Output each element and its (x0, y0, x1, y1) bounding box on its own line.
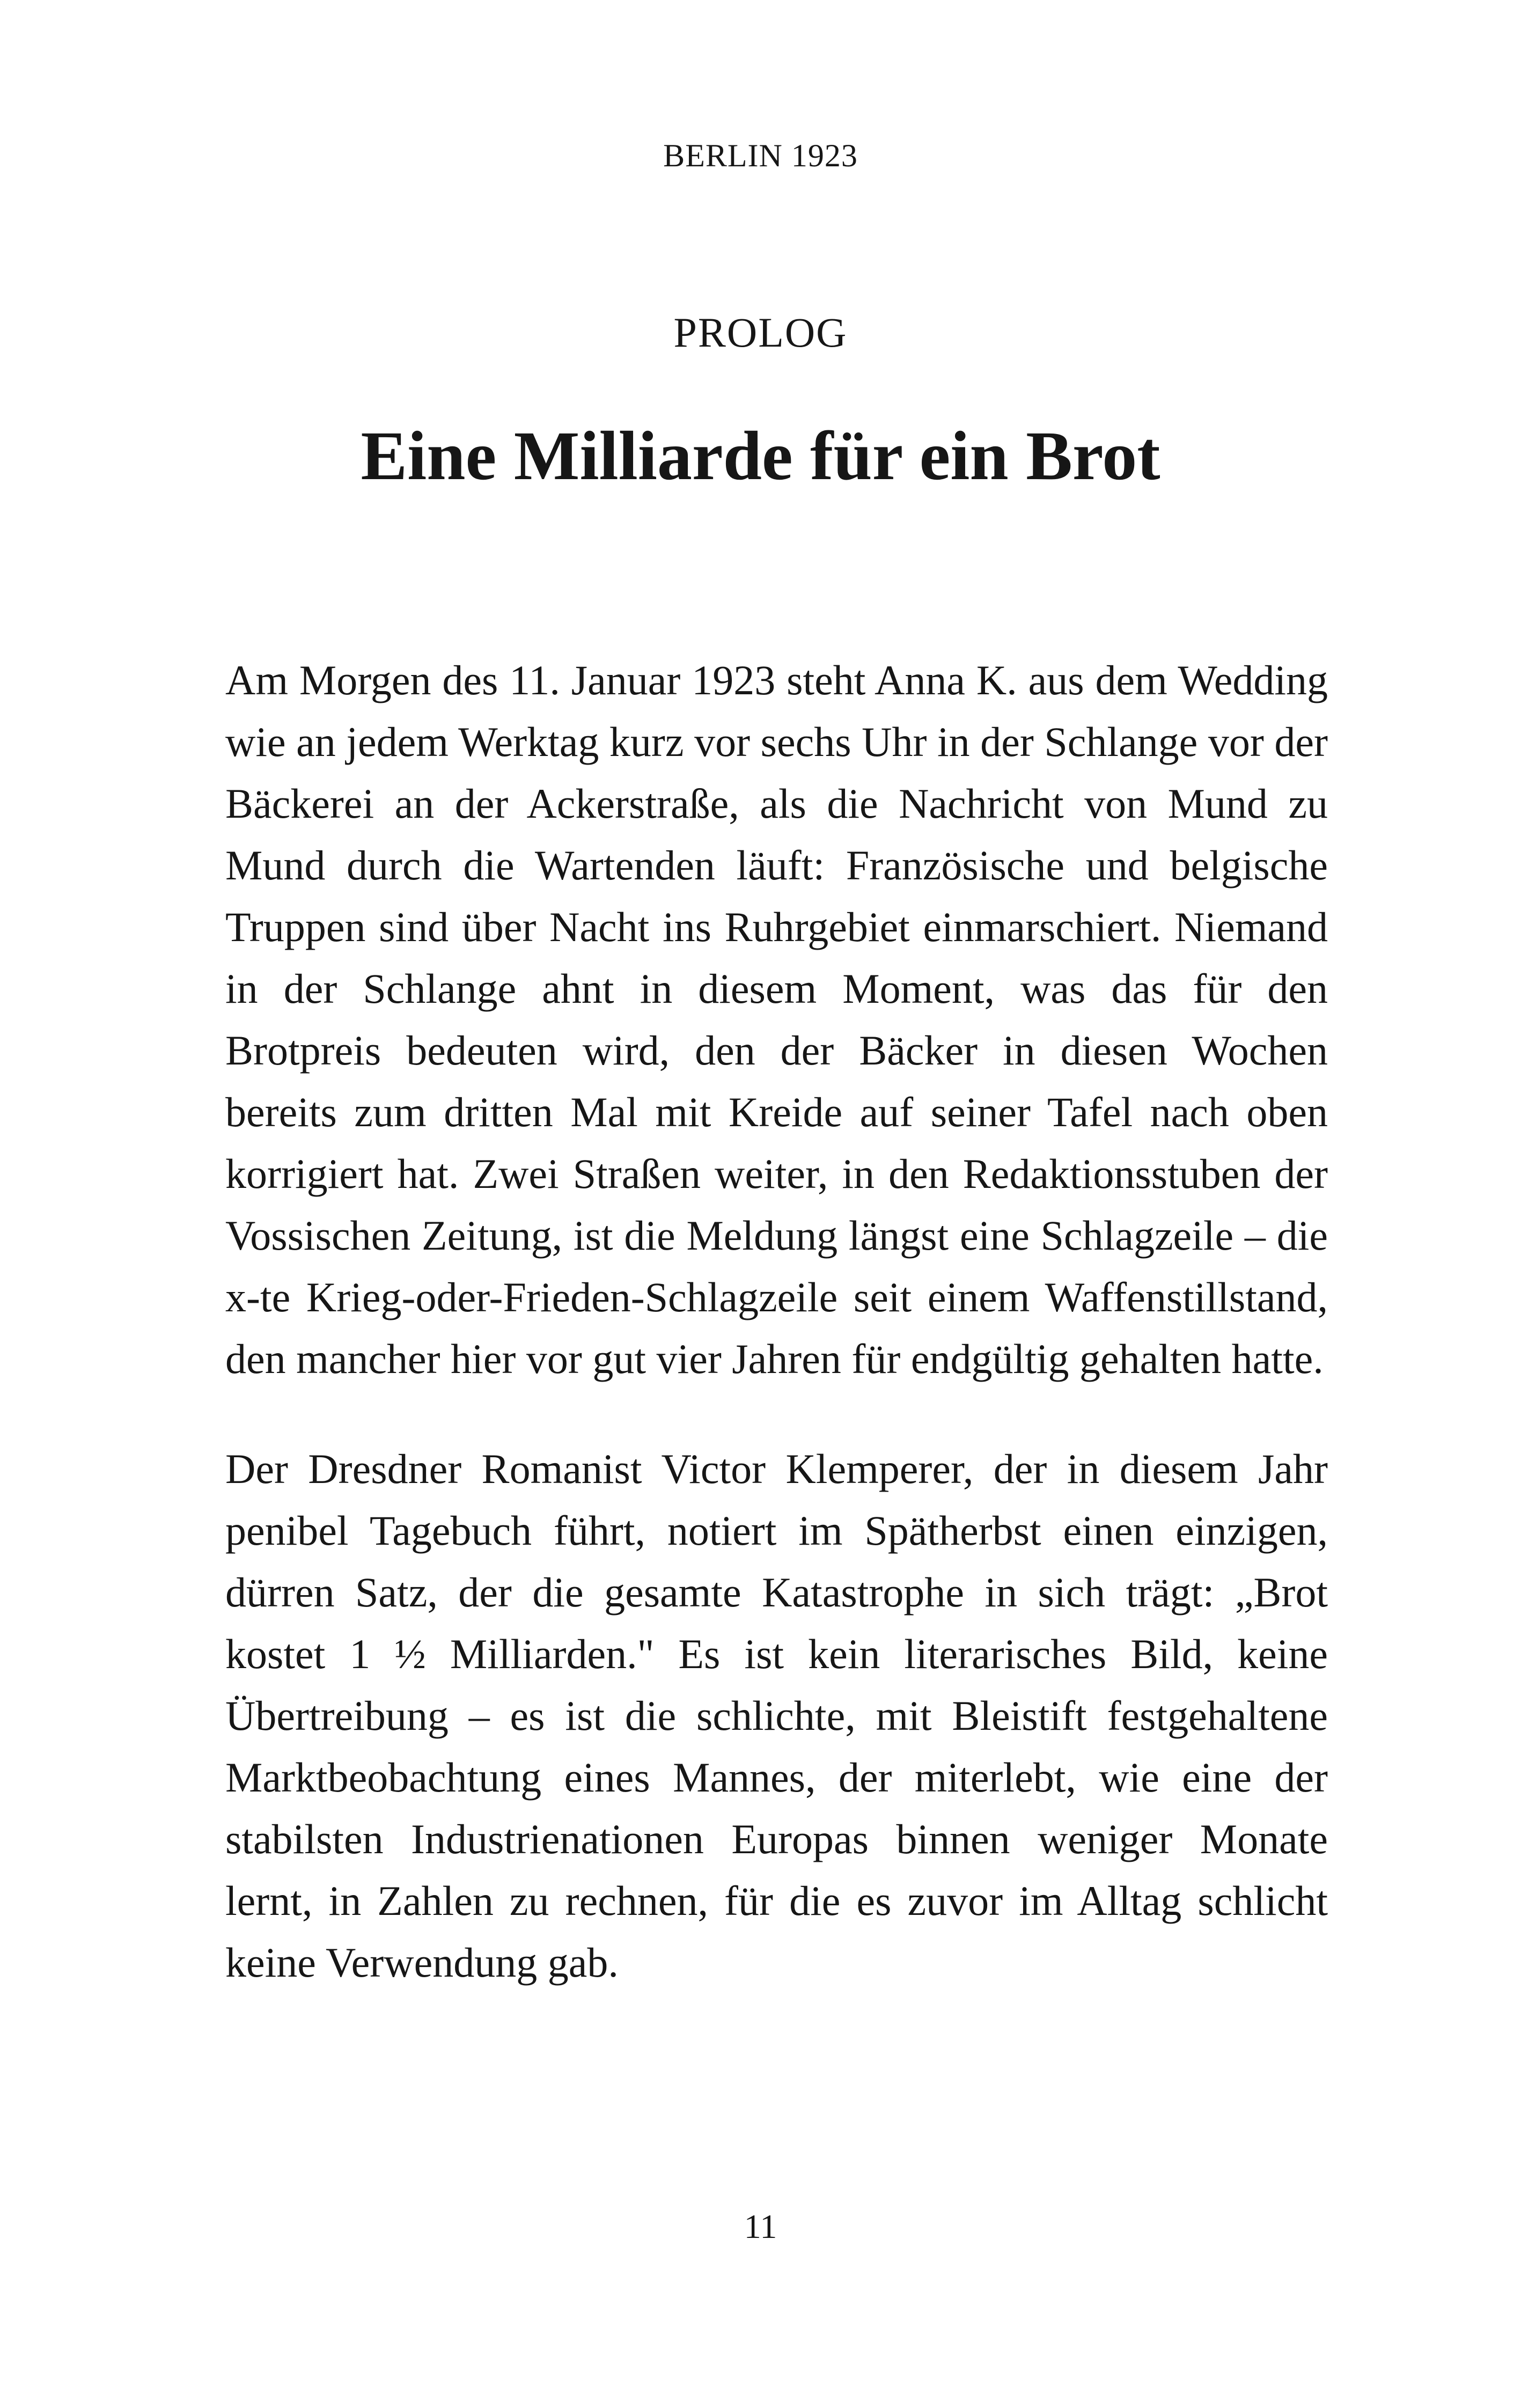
chapter-label: PROLOG (673, 309, 848, 356)
chapter-title: Eine Milliarde für ein Brot (361, 417, 1160, 495)
paragraph-1: Am Morgen des 11. Januar 1923 steht Anna K. aus dem Wedding wie an jedem Werktag kurz vor sechs Uhr in der Schlange vor der Bäckerei an der Ackerstraße, als die Nachricht von Mund zu Mund durch die Wartenden läuft: Französische und belgische Truppen sind über Nacht ins Ruhrgebiet einmarschiert. Niemand in der Schlange ahnt in diesem Moment, was das für den Brotpreis bedeuten wird, den der Bäcker in diesen Wochen bereits zum dritten Mal mit Kreide auf seiner Tafel nach oben korrigiert hat. Zwei Straßen weiter, in den Redaktionsstuben der Vossischen Zeitung, ist die Meldung längst eine Schlagzeile – die x-te Krieg-oder-Frieden-Schlagzeile seit einem Waffenstillstand, den mancher hier vor gut vier Jahren für endgültig gehalten hatte. (225, 657, 1328, 1382)
running-head: BERLIN 1923 (663, 138, 858, 173)
body-text (225, 649, 1328, 2042)
page-number: 11 (744, 2207, 777, 2245)
paragraph-2: Der Dresdner Romanist Victor Klemperer, der in diesem Jahr penibel Tagebuch führt, notiert im Spätherbst einen einzigen, dürren Satz, der die gesamte Katastrophe in sich trägt: „Brot kostet 1 ½ Milliarden." Es ist kein literarisches Bild, keine Übertreibung – es ist die schlichte, mit Bleistift festgehaltene Marktbeobachtung eines Mannes, der miterlebt, wie eine der stabilsten Industrienationen Europas binnen weniger Monate lernt, in Zahlen zu rechnen, für die es zuvor im Alltag schlicht keine Verwendung gab. (225, 1445, 1328, 1986)
